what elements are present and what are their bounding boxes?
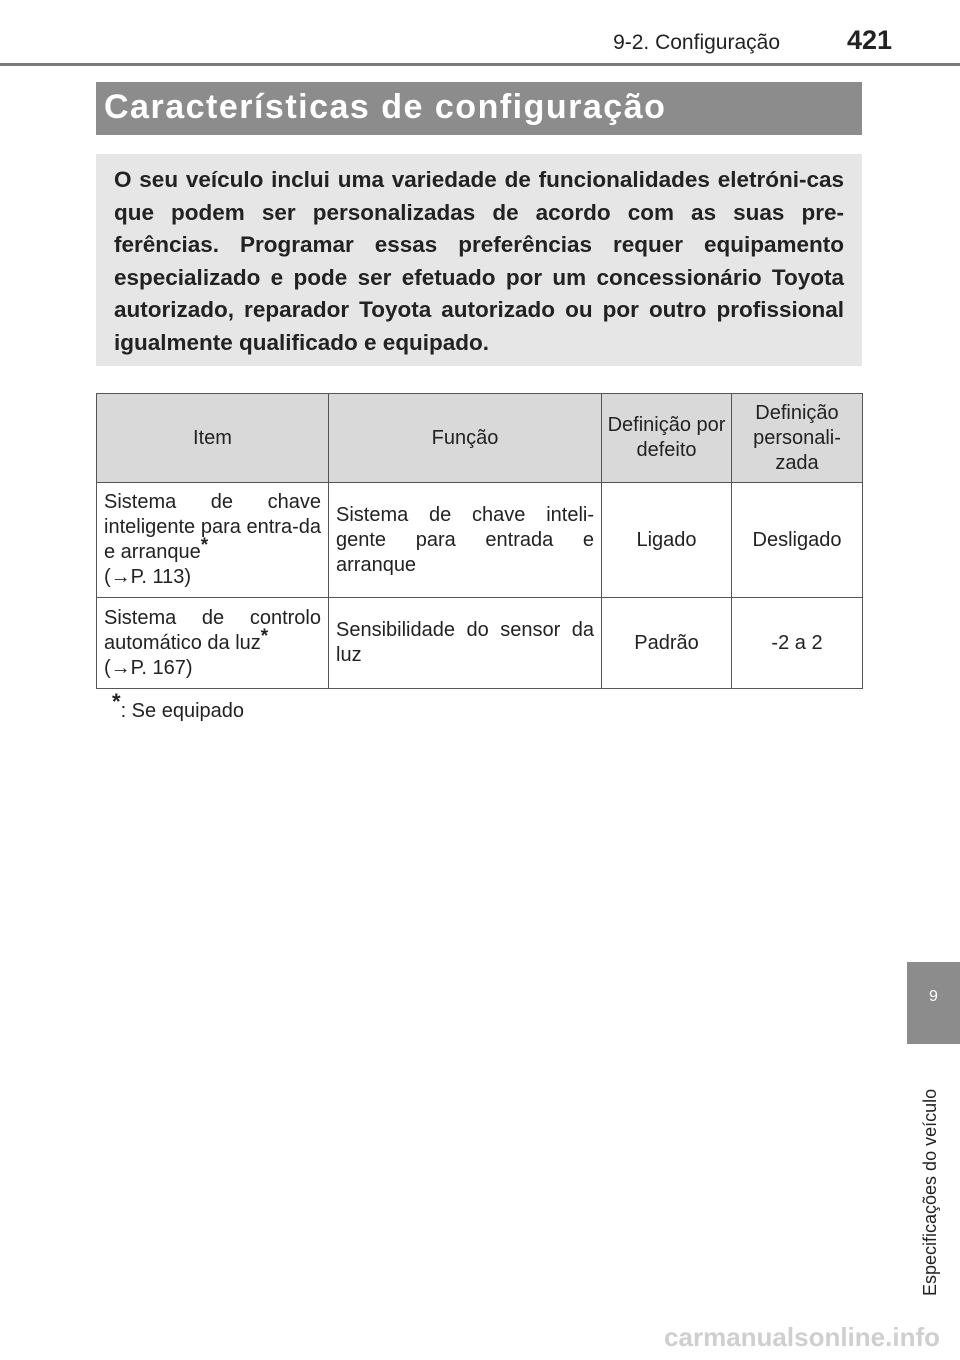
default-cell: Padrão — [602, 598, 732, 689]
table-row — [97, 483, 863, 598]
footnote — [112, 689, 244, 723]
chapter-tab[interactable] — [907, 962, 960, 1044]
function-cell: Sensibilidade do sensor da luz — [329, 598, 602, 689]
header-item: Item — [97, 394, 329, 483]
item-name: Sistema de chave inteligente para entra-da e arranque — [104, 491, 321, 563]
title-bar — [96, 82, 862, 135]
page-number: 421 — [846, 25, 892, 55]
header-default: Definição por defeito — [602, 394, 732, 483]
section-header: 9-2. Configuração — [613, 31, 780, 54]
custom-cell: Desligado — [732, 483, 863, 598]
default-cell: Ligado — [602, 483, 732, 598]
page-reference[interactable]: (→P. 113) — [104, 566, 192, 588]
header-divider — [0, 63, 960, 66]
header-custom: Definição personali-zada — [732, 394, 863, 483]
intro-box — [96, 154, 862, 366]
footnote-text: : Se equipado — [120, 700, 244, 722]
custom-cell: -2 a 2 — [732, 598, 863, 689]
equipped-marker: * — [200, 535, 209, 556]
watermark: carmanualsonline.info — [664, 1322, 940, 1352]
chapter-number: 9 — [929, 988, 938, 1005]
header-function: Função — [329, 394, 602, 483]
item-name: Sistema de controlo automático da luz — [104, 606, 321, 654]
equipped-marker: * — [260, 625, 269, 647]
settings-table — [96, 393, 863, 689]
chapter-label: Especificações do veículo — [920, 1088, 940, 1296]
page-title: Características de configuração — [104, 88, 667, 126]
table-row — [97, 598, 863, 689]
footnote-marker: * — [112, 689, 121, 714]
item-cell — [97, 598, 329, 689]
function-cell: Sistema de chave inteli-gente para entrada e arranque — [329, 483, 602, 598]
page-reference[interactable]: (→P. 167) — [104, 656, 193, 679]
table-header-row — [97, 394, 863, 483]
item-cell — [97, 483, 329, 598]
intro-text: O seu veículo inclui uma variedade de funcionalidades eletróni-cas que podem ser personalizadas de acordo com as suas pre-ferências. Programar essas preferências requer equipamento especializado e pode ser efetuado por um concessionário Toyota autorizado, reparador Toyota autorizado ou por outro profissional igualmente qualificado e equipado. — [114, 167, 844, 355]
